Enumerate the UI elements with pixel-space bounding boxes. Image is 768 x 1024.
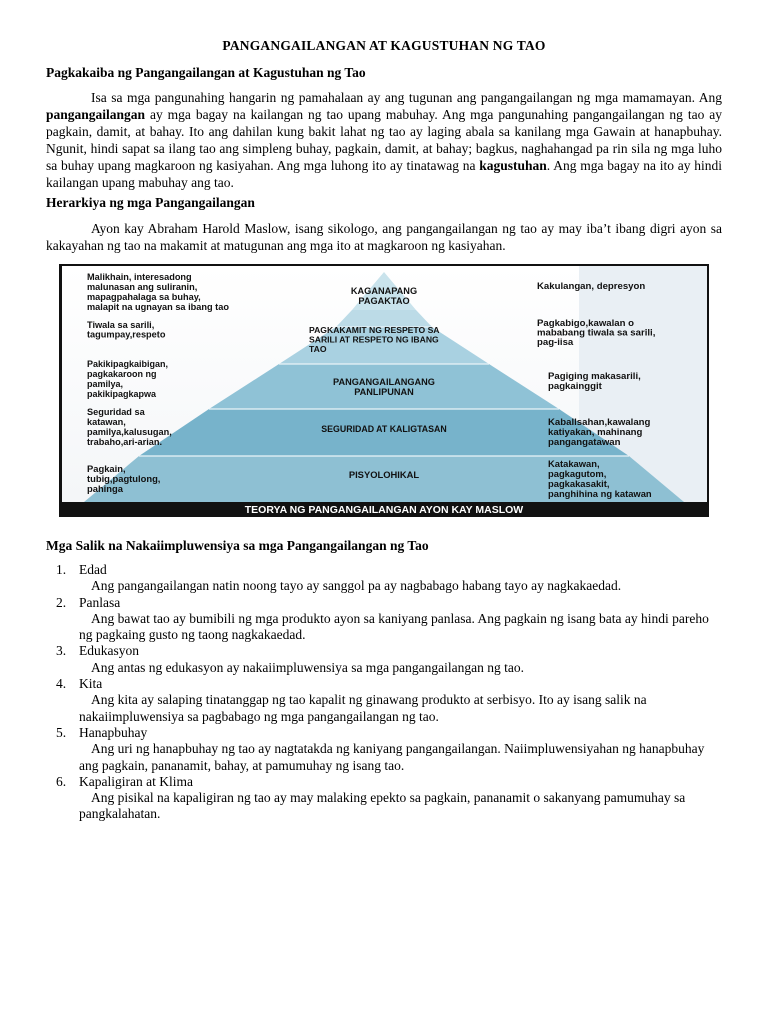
factor-label: Edukasyon	[79, 643, 139, 659]
section-heading-hierarchy: Herarkiya ng mga Pangangailangan	[46, 195, 255, 210]
factor-number: 6.	[56, 773, 67, 789]
paragraph-difference	[46, 89, 722, 191]
factor-label: Kapaligiran at Klima	[79, 773, 193, 789]
factor-number: 3.	[56, 643, 67, 659]
pyramid-left-note: mapagpahalaga sa buhay,	[87, 292, 201, 302]
pyramid-level-name: PAGAKTAO	[358, 296, 410, 306]
bold-term-need: pangangailangan	[46, 107, 146, 122]
figure-caption: TEORYA NG PANGANGAILANGAN AYON KAY MASLOW	[244, 504, 524, 516]
factor-description: Ang kita ay salaping tinatanggap ng tao kapalit ng ginawang produkto at serbisyo. Ito ay isang salik na nakaiimpluwensiya sa pagbabago ng mga pangangailangan ng tao.	[79, 692, 647, 724]
factors-list	[46, 562, 722, 823]
bold-term-want: kagustuhan	[479, 158, 547, 173]
pyramid-left-note: Tiwala sa sarili,	[87, 320, 155, 330]
pyramid-right-note: Katakawan,	[548, 458, 600, 469]
pyramid-right-note: Kakulangan, depresyon	[537, 281, 646, 292]
paragraph-text: ay mga bagay na kailangan ng tao upang mabuhay. Ang mga pangunahing pangangailangan ng tao ay pagkain, damit, at bahay. Ito ang dahilan kung bakit lahat ng tao ay laging abala sa kanilang mga Gawain at hanapbuhay. Ngunit, hindi sapat sa ilang tao ang simpleng buhay, pagkain, damit, at bahay; bagkus, naghahangad pa rin sila ng mga luho sa buhay upang magkaroon ng kasiyahan. Ang mga luhong ito ay tinatawag na	[46, 107, 722, 173]
factor-description: Ang pisikal na kapaligiran ng tao ay may malaking epekto sa pagkain, pananamit o sakanyang pamumuhay sa pangkalahatan.	[79, 790, 686, 822]
factor-description: Ang antas ng edukasyon ay nakaiimpluwensiya sa mga pangangailangan ng tao.	[91, 659, 525, 675]
pyramid-left-note: katawan,	[87, 417, 126, 427]
pyramid-left-note: trabaho,ari-arian.	[87, 437, 163, 447]
pyramid-level-name: PAGKAKAMIT NG RESPETO SA	[309, 325, 440, 335]
pyramid-level-name: PANGANGAILANGANG	[333, 377, 435, 387]
pyramid-right-note: pagkakasakit,	[548, 478, 610, 489]
factor-item	[46, 676, 722, 725]
factor-label: Edad	[79, 562, 107, 577]
paragraph-text: Ayon kay Abraham Harold Maslow, isang sikologo, ang pangangailangan ng tao ay may iba’t ibang digri ayon sa kakayahan ng tao na makamit at matugunan ang mga ito at magkaroon ng kasiyahan.	[46, 221, 722, 253]
maslow-pyramid-figure	[59, 264, 709, 517]
pyramid-right-note: pag-iisa	[537, 336, 574, 348]
pyramid-level-name: SEGURIDAD AT KALIGTASAN	[321, 424, 447, 434]
pyramid-level-name: KAGANAPANG	[350, 286, 418, 296]
section-heading-difference: Pagkakaiba ng Pangangailangan at Kagustuhan ng Tao	[46, 65, 366, 80]
pyramid-left-note: pahinga	[87, 483, 123, 494]
pyramid-right-note: katiyakan, mahinang	[548, 427, 643, 438]
pyramid-right-note: pagkagutom,	[548, 468, 607, 479]
factor-item	[46, 725, 722, 774]
pyramid-right-note: mababang tiwala sa sarili,	[537, 327, 656, 339]
factor-description: Ang bawat tao ay bumibili ng mga produkto ayon sa kaniyang panlasa. Ang pagkain ng isang bata ay hindi pareho ng pagkaing gusto ng taong nagkakaedad.	[79, 610, 709, 643]
factor-number: 4.	[56, 676, 67, 692]
pyramid-left-note: tagumpay,respeto	[87, 329, 166, 340]
pyramid-right-note: Pagiging makasarili,	[548, 371, 641, 382]
factor-item	[46, 643, 722, 676]
pyramid-level-name: PISYOLOHIKAL	[348, 469, 420, 480]
pyramid-left-note: malapit na ugnayan sa ibang tao	[87, 302, 229, 312]
factor-number: 5.	[56, 724, 67, 740]
pyramid-level-name: PANLIPUNAN	[354, 387, 414, 397]
pyramid-right-note: panghihina ng katawan	[548, 488, 652, 499]
pyramid-left-note: malunasan ang suliranin,	[87, 282, 198, 292]
pyramid-left-note: Seguridad sa	[87, 407, 145, 417]
factor-item	[46, 774, 722, 823]
paragraph-maslow	[46, 220, 722, 254]
pyramid-left-note: tubig,pagtulong,	[87, 473, 161, 484]
pyramid-left-note: pamilya,kalusugan,	[87, 427, 172, 437]
pyramid-right-note: pangangatawan	[548, 437, 621, 448]
factor-description: Ang uri ng hanapbuhay ng tao ay nagtatakda ng kaniyang pangangailangan. Naiimpluwensiyahan ng hanapbuhay ang pagkain, pananamit, bahay, at pamumuhay ng isang tao.	[79, 741, 705, 773]
pyramid-right-note: Pagkabigo,kawalan o	[537, 318, 635, 329]
factor-description: Ang pangangailangan natin noong tayo ay sanggol pa ay nagbabago habang tayo ay nagkakaedad.	[91, 578, 622, 594]
pyramid-level-name: SARILI AT RESPETO NG IBANG	[309, 334, 439, 345]
factor-item	[46, 595, 722, 644]
pyramid-right-note: Kaballsahan,kawalang	[548, 417, 651, 428]
factor-label: Panlasa	[79, 594, 121, 610]
pyramid-left-note: pagkakaroon ng	[87, 369, 157, 379]
pyramid-level-name: TAO	[309, 343, 327, 354]
factor-item	[46, 562, 722, 595]
paragraph-text: . Ang mga bagay na ito ay hindi kailangan upang mabuhay ang tao.	[46, 158, 723, 190]
factor-label: Hanapbuhay	[79, 724, 148, 740]
pyramid-left-note: Malikhain, interesadong	[87, 272, 192, 282]
pyramid-left-note: Pagkain,	[87, 463, 126, 474]
pyramid-right-note: pagkainggit	[548, 381, 602, 392]
factor-label: Kita	[79, 676, 103, 692]
pyramid-left-note: Pakikipagkaibigan,	[87, 359, 169, 369]
factor-number: 1.	[56, 562, 67, 577]
pyramid-left-note: pakikipagkapwa	[87, 389, 157, 399]
paragraph-text: Isa sa mga pangunahing hangarin ng pamahalaan ay ang tugunan ang pangangailangan ng mga mamamayan. Ang	[91, 90, 722, 105]
factor-number: 2.	[56, 594, 67, 610]
pyramid-left-note: pamilya,	[87, 379, 124, 389]
section-heading-factors: Mga Salik na Nakaiimpluwensiya sa mga Pangangailangan ng Tao	[46, 538, 429, 553]
document-title: PANGANGAILANGAN AT KAGUSTUHAN NG TAO	[222, 38, 546, 53]
